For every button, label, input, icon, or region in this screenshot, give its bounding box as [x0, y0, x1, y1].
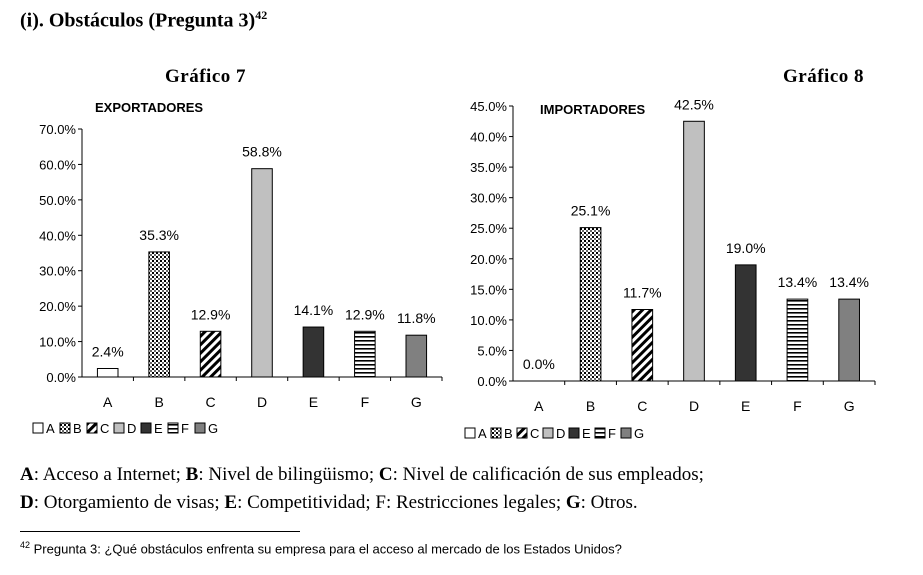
chart-7-number-title: Gráfico 7	[165, 66, 247, 87]
data-label: 11.8%	[396, 310, 436, 327]
category-description: : Acceso a Internet;	[33, 464, 186, 485]
x-tick-label: F	[360, 394, 370, 410]
data-label: 13.4%	[829, 274, 869, 291]
category-letter: B	[185, 464, 199, 485]
legend-swatch	[595, 428, 605, 438]
legend-swatch	[114, 423, 124, 433]
y-tick-label: 15.0%	[470, 282, 507, 298]
bar	[252, 169, 273, 377]
legend-swatch	[569, 428, 579, 438]
bar	[149, 252, 170, 377]
data-label: 25.1%	[570, 202, 611, 219]
x-tick-label: G	[843, 398, 855, 414]
y-tick-label: 10.0%	[470, 312, 507, 328]
category-description: : Otorgamiento de visas;	[33, 492, 225, 513]
footnote	[20, 540, 622, 556]
data-label: 11.7%	[622, 284, 662, 301]
data-label: 13.4%	[777, 274, 818, 291]
legend-label: G	[634, 426, 645, 441]
bar	[632, 310, 653, 382]
legend-swatch	[465, 428, 475, 438]
data-label: 14.1%	[293, 302, 334, 319]
legend-swatch	[87, 423, 97, 433]
category-letter: E	[224, 492, 238, 513]
x-tick-label: B	[154, 394, 164, 410]
legend-label: B	[504, 426, 513, 441]
y-tick-label: 45.0%	[470, 99, 507, 114]
x-tick-label: E	[741, 398, 751, 414]
chart-title: IMPORTADORES	[540, 102, 646, 117]
y-tick-label: 60.0%	[39, 157, 76, 173]
bar	[839, 299, 860, 381]
footnote-number: 42	[20, 540, 31, 550]
data-label: 2.4%	[91, 343, 124, 360]
category-letter: A	[20, 464, 34, 485]
chart-importadores	[465, 96, 875, 441]
bar	[303, 327, 324, 377]
chart-8-number-title: Gráfico 8	[783, 66, 865, 87]
x-tick-label: C	[205, 394, 216, 410]
legend-label: D	[127, 421, 137, 436]
category-explanation	[20, 461, 900, 517]
data-label: 58.8%	[242, 143, 282, 160]
legend-label: G	[208, 421, 219, 436]
legend-label: E	[154, 421, 163, 436]
footnote-text: Pregunta 3: ¿Qué obstáculos enfrenta su empresa para el acceso al mercado de los Estados Unidos?	[30, 541, 622, 557]
legend-label: A	[46, 421, 55, 436]
category-description: : Otros.	[580, 492, 638, 513]
legend-swatch	[621, 428, 631, 438]
x-tick-label: B	[585, 398, 596, 414]
footnote-divider	[20, 531, 300, 532]
y-tick-label: 40.0%	[39, 228, 76, 244]
legend-label: C	[530, 426, 540, 441]
category-letter: G	[565, 492, 581, 513]
y-tick-label: 20.0%	[470, 251, 507, 267]
footnote-ref: 42	[255, 8, 268, 22]
data-label: 12.9%	[345, 306, 385, 323]
legend-swatch	[168, 423, 178, 433]
y-tick-label: 70.0%	[39, 122, 76, 137]
bar	[787, 299, 808, 381]
legend-label: F	[181, 421, 189, 436]
x-tick-label: A	[534, 398, 544, 414]
y-tick-label: 0.0%	[46, 370, 76, 385]
legend-label: C	[100, 421, 110, 436]
x-tick-label: G	[410, 394, 422, 410]
y-tick-label: 30.0%	[39, 263, 76, 279]
bar	[580, 228, 601, 381]
bar	[200, 331, 221, 377]
y-tick-label: 40.0%	[470, 129, 507, 145]
legend-label: B	[73, 421, 82, 436]
x-tick-label: F	[793, 398, 802, 414]
legend-label: F	[608, 426, 616, 441]
data-label: 19.0%	[725, 239, 766, 256]
legend-swatch	[543, 428, 553, 438]
bar	[355, 331, 376, 377]
bar	[735, 265, 756, 381]
section-heading-text: (i). Obstáculos (Pregunta 3)	[20, 9, 256, 32]
category-letter: D	[20, 492, 34, 513]
category-letter: C	[378, 464, 393, 485]
legend-swatch	[60, 423, 70, 433]
category-description: : Nivel de bilingüismo;	[198, 464, 379, 485]
y-tick-label: 50.0%	[39, 192, 76, 208]
legend-label: E	[582, 426, 591, 441]
y-tick-label: 35.0%	[470, 160, 507, 176]
chart-exportadores	[33, 100, 442, 436]
legend-label: D	[556, 426, 566, 441]
bar	[684, 121, 705, 381]
legend-swatch	[141, 423, 151, 433]
x-tick-label: C	[637, 398, 648, 414]
x-tick-label: D	[688, 398, 700, 414]
legend-swatch	[517, 428, 527, 438]
legend-swatch	[195, 423, 205, 433]
y-tick-label: 5.0%	[477, 343, 507, 359]
data-label: 42.5%	[674, 96, 714, 113]
bar	[406, 335, 427, 377]
y-tick-label: 25.0%	[470, 221, 507, 237]
y-tick-label: 30.0%	[470, 190, 507, 206]
x-tick-label: A	[103, 394, 113, 410]
y-tick-label: 20.0%	[39, 299, 76, 315]
legend-swatch	[491, 428, 501, 438]
category-description: : Competitividad; F: Restricciones legales;	[237, 492, 566, 513]
y-tick-label: 10.0%	[39, 334, 76, 350]
chart-title: EXPORTADORES	[95, 100, 204, 115]
x-tick-label: D	[256, 394, 268, 410]
y-tick-label: 0.0%	[477, 374, 507, 389]
data-label: 12.9%	[190, 306, 231, 323]
category-description: : Nivel de calificación de sus empleados;	[392, 464, 704, 485]
explanation-line	[20, 489, 900, 517]
x-tick-label: E	[308, 394, 319, 410]
bar	[97, 368, 118, 377]
legend-swatch	[33, 423, 43, 433]
data-label: 35.3%	[139, 226, 179, 243]
data-label: 0.0%	[522, 356, 555, 372]
legend-label: A	[478, 426, 487, 441]
explanation-line	[20, 461, 900, 489]
